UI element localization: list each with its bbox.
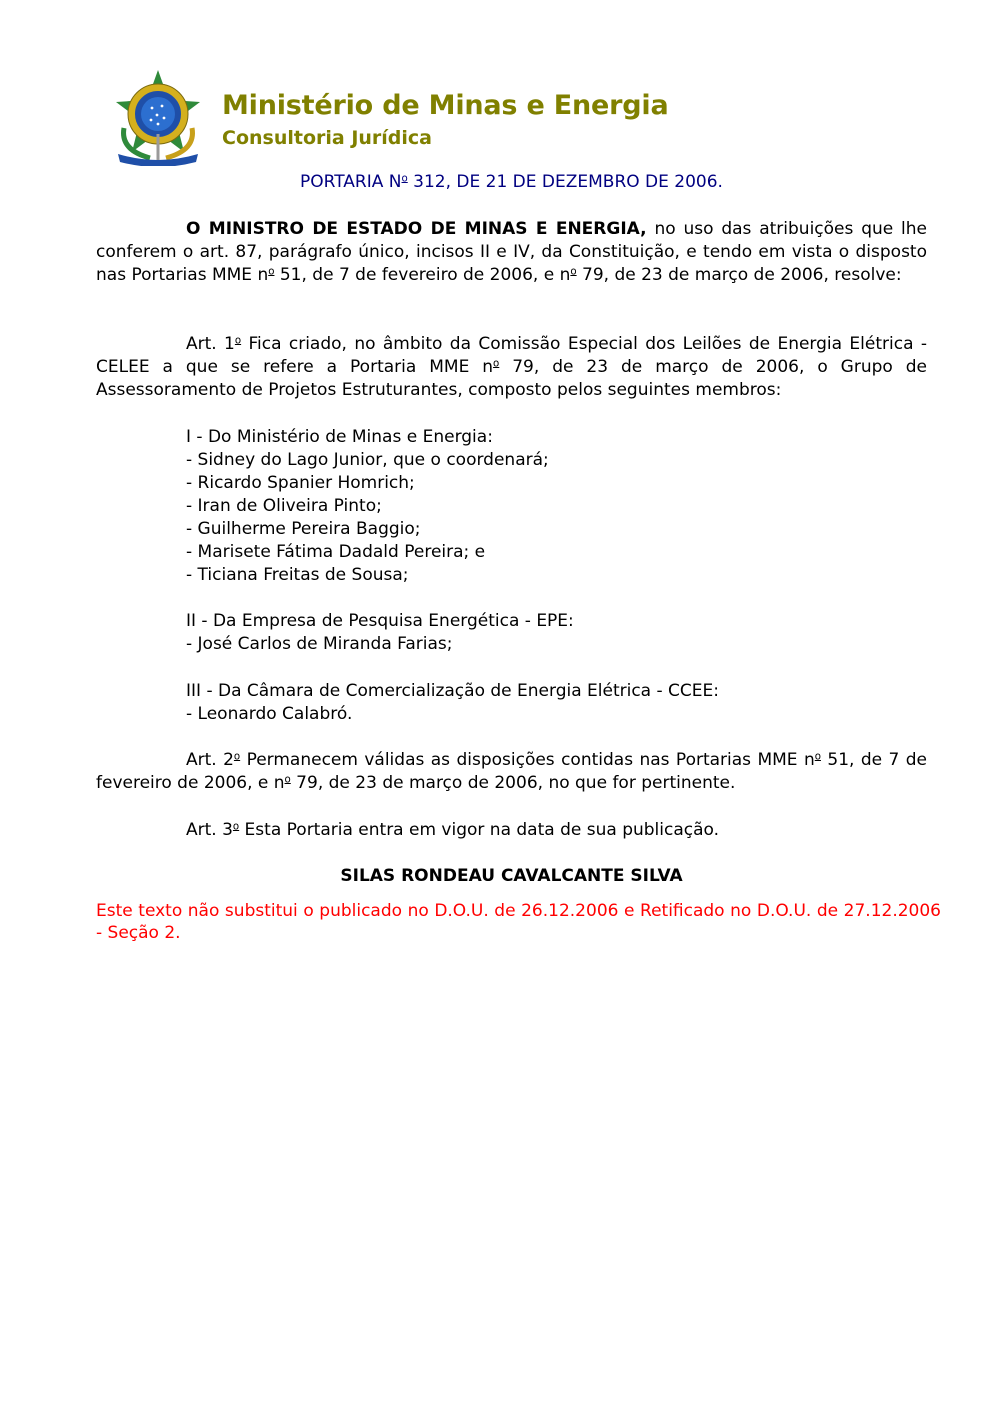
preamble-text-2: 51, de 7 de fevereiro de 2006, e n <box>274 265 571 285</box>
ordinal-mark: o <box>493 358 500 370</box>
article-2-text-3: 79, de 23 de março de 2006, no que for pertinente. <box>290 773 736 793</box>
preamble-paragraph <box>96 218 927 287</box>
member-item: - Iran de Oliveira Pinto; <box>186 496 382 516</box>
ordinal-mark: o <box>268 266 275 278</box>
ordinal-mark: o <box>232 821 240 833</box>
article-3-text: Esta Portaria entra em vigor na data de sua publicação. <box>239 820 720 840</box>
group-heading: II - Da Empresa de Pesquisa Energética - EPE: <box>186 611 574 631</box>
letterhead <box>110 68 710 168</box>
brazil-coat-of-arms-icon <box>110 68 206 166</box>
preamble-text-1: no uso das atribuições que lhe conferem o art. 87, parágrafo único, incisos II e IV, da Constituição, e tendo em vista o disposto nas Portarias MME n <box>96 219 928 285</box>
signature-name: SILAS RONDEAU CAVALCANTE SILVA <box>340 866 683 886</box>
article-2-label: Art. 2 <box>186 750 234 770</box>
member-item: - Leonardo Calabró. <box>186 704 353 724</box>
article-2-paragraph <box>96 749 927 795</box>
members-group-mme <box>186 426 886 587</box>
article-3-label: Art. 3 <box>186 820 233 840</box>
ordinal-mark: o <box>284 774 291 786</box>
member-item: - Ricardo Spanier Homrich; <box>186 473 415 493</box>
members-group-ccee <box>186 680 886 726</box>
member-item: - Guilherme Pereira Baggio; <box>186 519 421 539</box>
member-item: - Marisete Fátima Dadald Pereira; e <box>186 542 486 562</box>
article-1-text-1: Fica criado, no âmbito da Comissão Especial dos Leilões de Energia Elétrica - CELEE a que se refere a Portaria MME n <box>96 334 927 377</box>
article-1-paragraph <box>96 333 927 402</box>
department-name: Consultoria Jurídica <box>222 127 433 149</box>
title-prefix: PORTARIA N <box>300 172 402 192</box>
article-2-text-1: Permanecem válidas as disposições contidas nas Portarias MME n <box>240 750 815 770</box>
article-2-text-2: 51, de 7 de fevereiro de 2006, e n <box>96 750 927 793</box>
member-item: - Ticiana Freitas de Sousa; <box>186 565 409 585</box>
member-item: - Sidney do Lago Junior, que o coordenará; <box>186 450 549 470</box>
article-3-paragraph <box>96 819 927 842</box>
ordinal-mark: o <box>570 266 577 278</box>
title-rest: 312, DE 21 DE DEZEMBRO DE 2006. <box>407 172 723 192</box>
group-heading: I - Do Ministério de Minas e Energia: <box>186 427 493 447</box>
group-heading: III - Da Câmara de Comercialização de Energia Elétrica - CCEE: <box>186 681 719 701</box>
article-1-label: Art. 1 <box>186 334 235 354</box>
preamble-text-3: 79, de 23 de março de 2006, resolve: <box>576 265 902 285</box>
article-1-text-2: 79, de 23 de março de 2006, o Grupo de Assessoramento de Projetos Estruturantes, composto pelos seguintes membros: <box>96 357 927 400</box>
ordinal-mark: o <box>814 751 821 763</box>
ministry-name: Ministério de Minas e Energia <box>222 90 669 121</box>
ordinal-mark: o <box>401 173 408 185</box>
disclaimer-note: Este texto não substitui o publicado no D.O.U. de 26.12.2006 e Retificado no D.O.U. de 27.12.2006 - Seção 2. <box>96 901 941 943</box>
members-group-epe <box>186 610 886 656</box>
member-item: - José Carlos de Miranda Farias; <box>186 634 453 654</box>
ordinal-mark: o <box>233 751 241 763</box>
preamble-lead: O MINISTRO DE ESTADO DE MINAS E ENERGIA, <box>186 219 647 239</box>
ordinal-mark: o <box>234 335 242 347</box>
document-title <box>96 172 927 192</box>
